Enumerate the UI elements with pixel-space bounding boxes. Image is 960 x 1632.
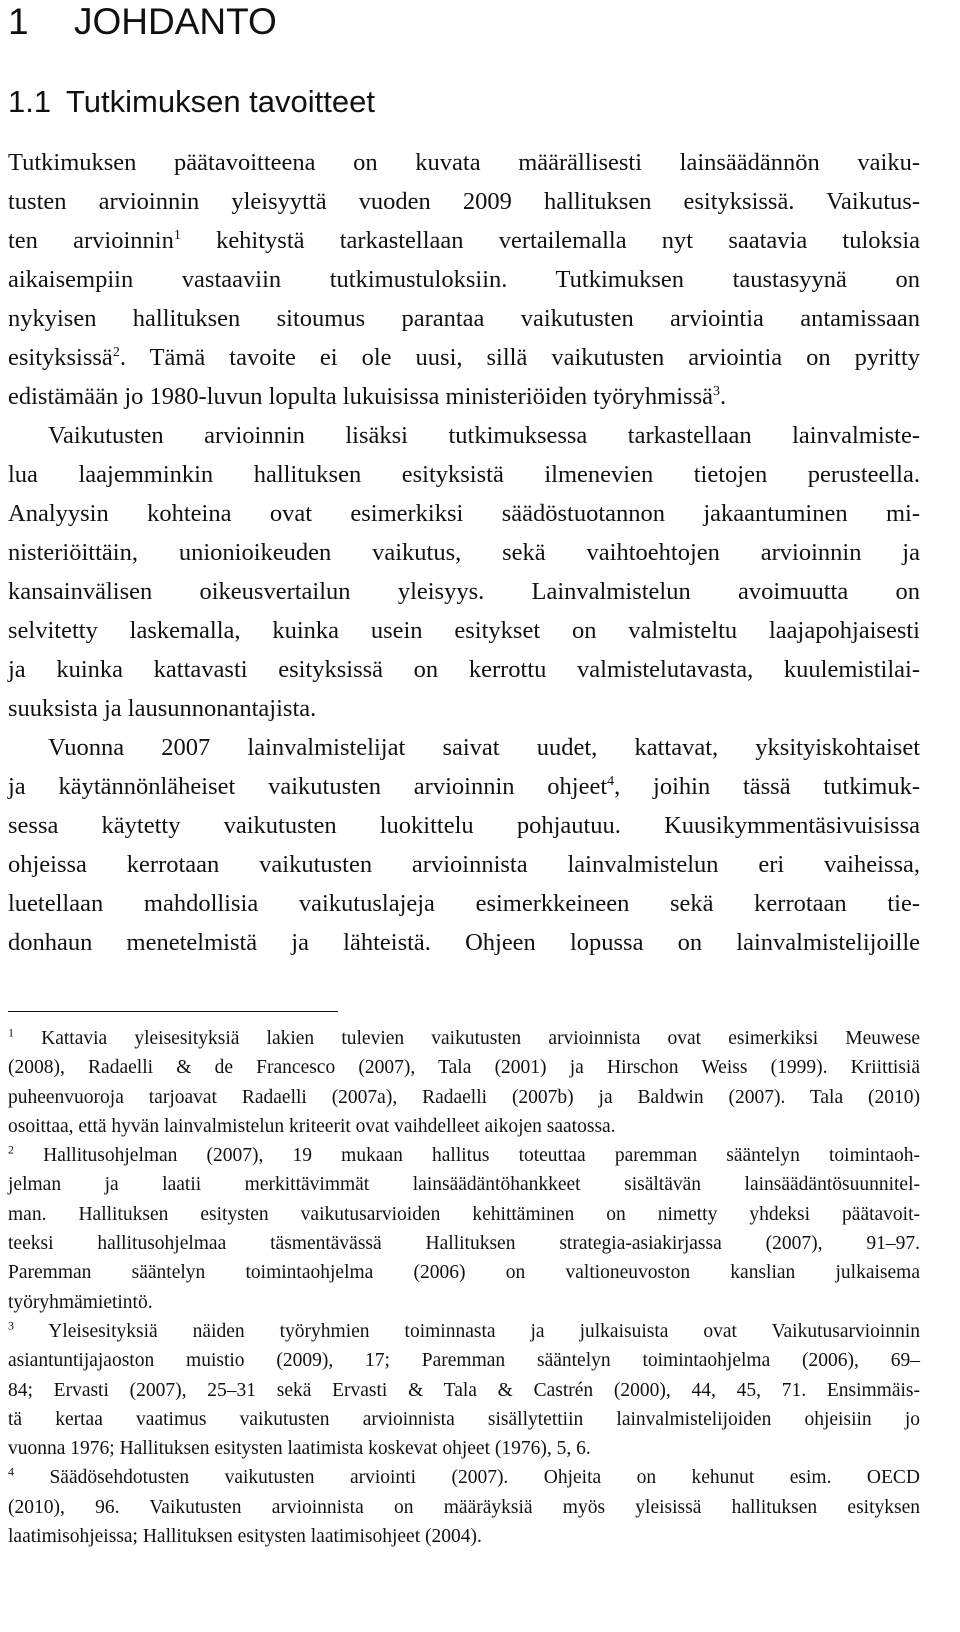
footnote-separator <box>8 1011 338 1012</box>
footnotes <box>8 1024 920 1551</box>
paragraph-line: donhaun menetelmistä ja lähteistä. Ohjeen lopussa on lainvalmistelijoille <box>8 929 920 956</box>
section-number: 1.1 <box>8 84 52 119</box>
paragraph-line: lua laajemminkin hallituksen esityksistä ilmenevien tietojen perusteella. <box>8 461 920 488</box>
paragraph-line <box>8 377 920 416</box>
text-run: . <box>719 383 727 410</box>
footnote-line: vuonna 1976; Hallituksen esitysten laatimista koskevat ohjeet (1976), 5, 6. <box>8 1438 591 1460</box>
paragraph-line: tusten arvioinnin yleisyyttä vuoden 2009 hallituksen esityksissä. Vaikutus- <box>8 188 920 215</box>
footnote-line: asiantuntijajaoston muistio (2009), 17; Paremman sääntelyn toimintaohjelma (2006), 69– <box>8 1350 920 1372</box>
chapter-number: 1 <box>8 1 29 42</box>
text-run: Yleisesityksiä näiden työryhmien toiminnasta ja julkaisuista ovat Vaikutusarvioinnin <box>48 1320 921 1342</box>
footnote-line <box>8 1463 920 1492</box>
section-title: Tutkimuksen tavoitteet <box>66 84 375 119</box>
chapter-title: JOHDANTO <box>74 1 277 42</box>
footnote-ref[interactable]: 1 <box>173 227 181 243</box>
paragraph-line <box>8 221 920 260</box>
section-heading <box>8 82 920 122</box>
paragraph-line: ja kuinka kattavasti esityksissä on kerrottu valmistelutavasta, kuulemistilai- <box>8 656 920 683</box>
footnote-marker: 3 <box>8 1318 14 1333</box>
text-run: esityksissä <box>8 344 113 371</box>
text-run: ja käytännönläheiset vaikutusten arvioinnin ohjeet <box>8 773 608 800</box>
paragraph-line: aikaisempiin vastaaviin tutkimustuloksiin. Tutkimuksen taustasyynä on <box>8 266 920 293</box>
footnote-ref[interactable]: 3 <box>712 383 720 399</box>
text-run: Hallitusohjelman (2007), 19 mukaan hallitus toteuttaa paremman sääntelyn toimintaoh- <box>43 1145 920 1167</box>
footnote-line: puheenvuoroja tarjoavat Radaelli (2007a), Radaelli (2007b) ja Baldwin (2007). Tala (2010) <box>8 1086 920 1108</box>
paragraph-line: luetellaan mahdollisia vaikutuslajeja esimerkkeineen sekä kerrotaan tie- <box>8 890 920 917</box>
footnote-marker: 4 <box>8 1464 14 1479</box>
paragraph-line: Vuonna 2007 lainvalmistelijat saivat uudet, kattavat, yksityiskohtaiset <box>48 734 920 761</box>
text-run: kehitystä tarkastellaan vertailemalla nyt saatavia tuloksia <box>216 227 920 254</box>
paragraph-line <box>8 767 920 806</box>
footnote-line: (2010), 96. Vaikutusten arvioinnista on määräyksiä myös yleisissä hallituksen esityksen <box>8 1496 920 1518</box>
text-run: Säädösehdotusten vaikutusten arviointi (2007). Ohjeita on kehunut esim. OECD <box>49 1467 920 1489</box>
paragraph-line: nisteriöittäin, unionioikeuden vaikutus, sekä vaihtoehtojen arvioinnin ja <box>8 539 920 566</box>
paragraph-line: suuksista ja lausunnonantajista. <box>8 695 317 722</box>
footnote-line <box>8 1317 920 1346</box>
footnote-line: (2008), Radaelli & de Francesco (2007), Tala (2001) ja Hirschon Weiss (1999). Kriittisiä <box>8 1057 920 1079</box>
paragraph-line: nykyisen hallituksen sitoumus parantaa vaikutusten arviointia antamissaan <box>8 305 920 332</box>
footnote-line: osoittaa, että hyvän lainvalmistelun kriteerit ovat vaihdelleet aikojen saatossa. <box>8 1115 616 1137</box>
footnote-ref[interactable]: 2 <box>112 344 120 360</box>
footnote-line <box>8 1024 920 1053</box>
text-run: edistämään jo 1980-luvun lopulta lukuisissa ministeriöiden työryhmissä <box>8 383 713 410</box>
footnote-line: jelman ja laatii merkittävimmät lainsäädäntöhankkeet sisältävän lainsäädäntösuunnitel- <box>8 1174 920 1196</box>
chapter-heading <box>8 0 920 52</box>
paragraph-line: selvitetty laskemalla, kuinka usein esitykset on valmisteltu laajapohjaisesti <box>8 617 920 644</box>
paragraph-line: Analyysin kohteina ovat esimerkiksi säädöstuotannon jakaantuminen mi- <box>8 500 920 527</box>
text-run: . Tämä tavoite ei ole uusi, sillä vaikutusten arviointia on pyritty <box>119 344 920 371</box>
footnote-marker: 2 <box>8 1142 14 1157</box>
paragraph-line: Vaikutusten arvioinnin lisäksi tutkimuksessa tarkastellaan lainvalmiste- <box>48 422 920 449</box>
footnote-line: man. Hallituksen esitysten vaikutusarvioiden kehittäminen on nimetty yhdeksi päätavoit- <box>8 1203 920 1225</box>
text-run: Kattavia yleisesityksiä lakien tulevien vaikutusten arvioinnista ovat esimerkiksi Meuwese <box>41 1028 920 1049</box>
text-run: ten arvioinnin <box>8 227 174 254</box>
text-run: , joihin tässä tutkimuk- <box>614 773 920 800</box>
paragraph-line: kansainvälisen oikeusvertailun yleisyys. Lainvalmistelun avoimuutta on <box>8 578 920 605</box>
footnote-ref[interactable]: 4 <box>607 773 615 789</box>
footnote-line <box>8 1141 920 1170</box>
footnote-line: 84; Ervasti (2007), 25–31 sekä Ervasti & Tala & Castrén (2000), 44, 45, 71. Ensimmäis- <box>8 1379 920 1401</box>
footnote-line: laatimisohjeissa; Hallituksen esitysten laatimisohjeet (2004). <box>8 1526 482 1548</box>
footnote-line: teeksi hallitusohjelmaa täsmentävässä Hallituksen strategia-asiakirjassa (2007), 91–97. <box>8 1233 920 1255</box>
footnote-line: Paremman sääntelyn toimintaohjelma (2006) on valtioneuvoston kanslian julkaisema <box>8 1262 920 1284</box>
footnote-marker: 1 <box>8 1025 14 1040</box>
document-page <box>8 0 920 1551</box>
footnote-line: tä kertaa vaatimus vaikutusten arvioinnista sisällytettiin lainvalmistelijoiden ohjeisiin jo <box>8 1408 920 1430</box>
paragraph-line: sessa käytetty vaikutusten luokittelu pohjautuu. Kuusikymmentäsivuisissa <box>8 812 920 839</box>
paragraph-line: ohjeissa kerrotaan vaikutusten arvioinnista lainvalmistelun eri vaiheissa, <box>8 851 920 878</box>
paragraph-line: Tutkimuksen päätavoitteena on kuvata määrällisesti lainsäädännön vaiku- <box>8 149 920 176</box>
footnote-line: työryhmämietintö. <box>8 1291 153 1313</box>
body-text <box>8 143 920 962</box>
paragraph-line <box>8 338 920 377</box>
